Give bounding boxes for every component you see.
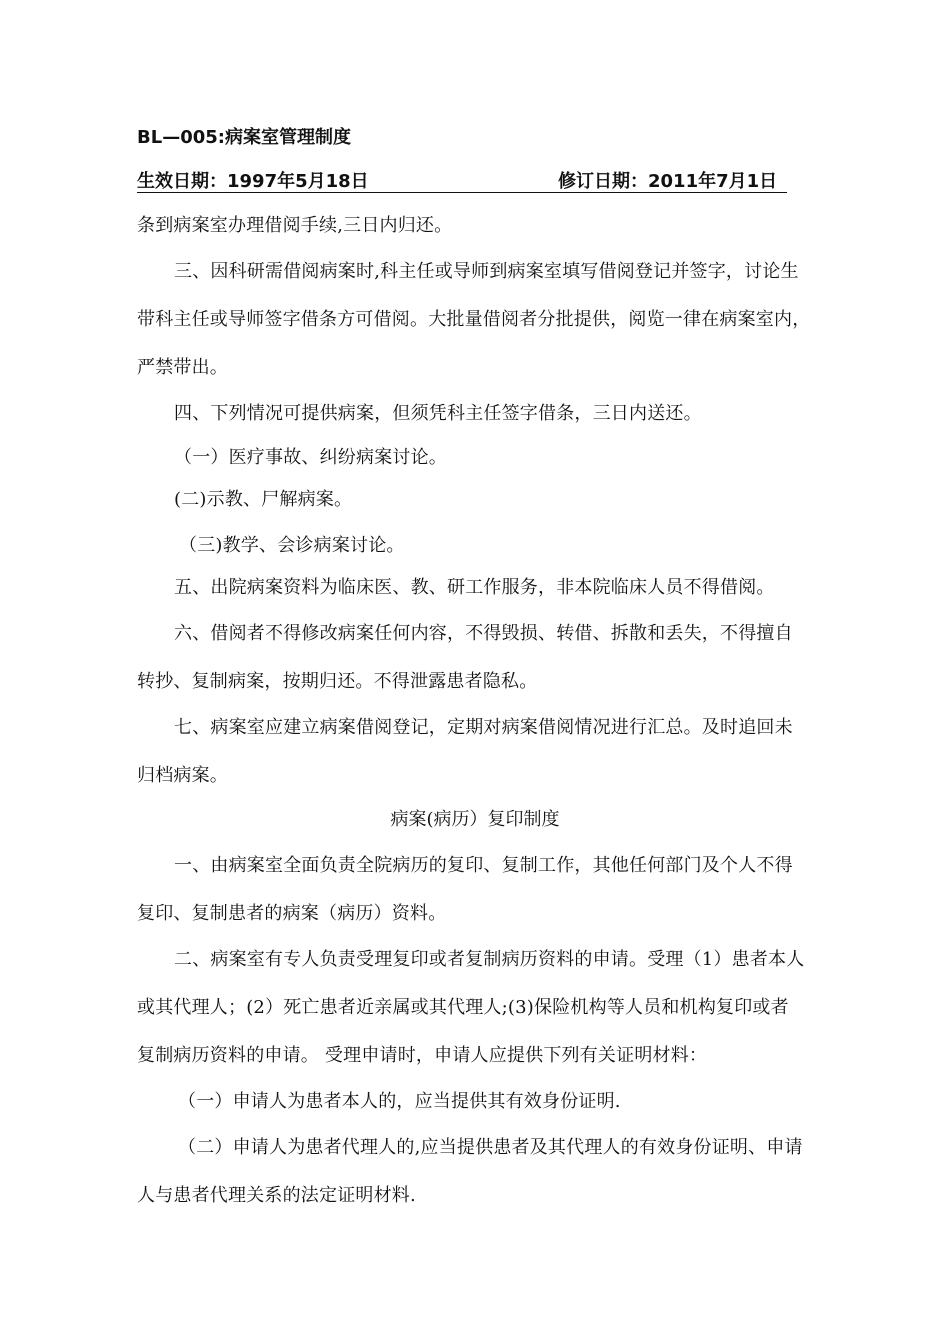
paragraph-line: 三、因科研需借阅病案时,科主任或导师到病案室填写借阅登记并签字，讨论生 — [174, 261, 799, 282]
list-item-line: （一）医疗事故、纠纷病案讨论。 — [174, 447, 447, 468]
list-item-line: （二）申请人为患者代理人的,应当提供患者及其代理人的有效身份证明、申请 — [178, 1137, 803, 1158]
date-row — [137, 170, 787, 196]
paragraph-line: 五、出院病案资料为临床医、教、研工作服务，非本院临床人员不得借阅。 — [174, 577, 775, 598]
paragraph-line: 二、病案室有专人负责受理复印或者复制病历资料的申请。受理（1）患者本人 — [174, 949, 805, 970]
revised-date: 修订日期：2011年7月1日 — [558, 171, 778, 192]
paragraph-line: 复制病历资料的申请。 受理申请时，申请人应提供下列有关证明材料： — [137, 1045, 708, 1066]
paragraph-line: 条到病案室办理借阅手续,三日内归还。 — [137, 215, 453, 236]
paragraph-line: 转抄、复制病案，按期归还。不得泄露患者隐私。 — [137, 671, 538, 692]
paragraph-line: 带科主任或导师签字借条方可借阅。大批量借阅者分批提供，阅览一律在病案室内， — [137, 309, 811, 330]
date-underline — [137, 192, 787, 193]
list-item-line: （三)教学、会诊病案讨论。 — [179, 535, 405, 556]
paragraph-line: 复印、复制患者的病案（病历）资料。 — [137, 903, 447, 924]
list-item-line: （一）申请人为患者本人的，应当提供其有效身份证明. — [178, 1091, 621, 1112]
list-item-line: (二)示教、尸解病案。 — [174, 489, 353, 510]
paragraph-line: 四、下列情况可提供病案，但须凭科主任签字借条，三日内送还。 — [174, 403, 702, 424]
paragraph-line: 人与患者代理关系的法定证明材料. — [137, 1185, 416, 1206]
paragraph-line: 六、借阅者不得修改病案任何内容，不得毁损、转借、拆散和丢失，不得擅自 — [174, 623, 793, 644]
paragraph-line: 七、病案室应建立病案借阅登记，定期对病案借阅情况进行汇总。及时追回未 — [174, 717, 793, 738]
paragraph-line: 一、由病案室全面负责全院病历的复印、复制工作，其他任何部门及个人不得 — [174, 855, 793, 876]
paragraph-line: 严禁带出。 — [137, 357, 228, 378]
effective-date: 生效日期：1997年5月18日 — [137, 171, 369, 192]
paragraph-line: 或其代理人；(2）死亡患者近亲属或其代理人;(3)保险机构等人员和机构复印或者 — [137, 997, 789, 1018]
document-title: BL—005:病案室管理制度 — [137, 127, 351, 148]
paragraph-line: 归档病案。 — [137, 765, 228, 786]
section-heading: 病案(病历）复印制度 — [390, 809, 560, 830]
